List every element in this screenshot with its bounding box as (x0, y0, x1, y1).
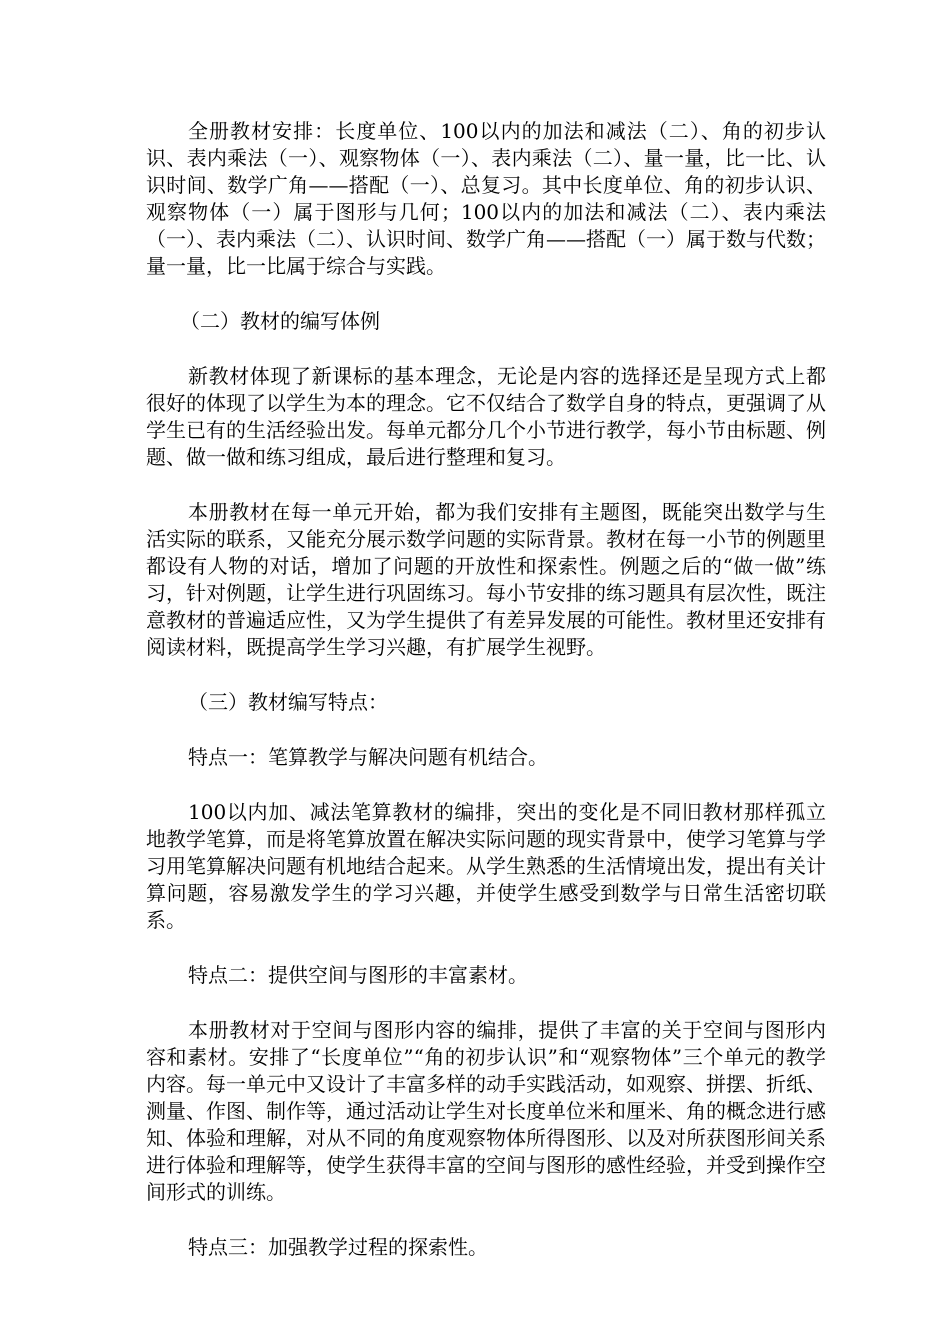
heading-compilation-features: （三）教材编写特点： (188, 690, 388, 714)
heading-feature-three: 特点三：加强教学过程的探索性。 (188, 1235, 488, 1259)
paragraph-new-textbook-concept: 新教材体现了新课标的基本理念，无论是内容的选择还是呈现方式上都很好的体现了以学生为本的理念。它不仅结合了数学自身的特点，更强调了从学生已有的生活经验出发。每单元都分几个小节进行教学，每小节由标题、例题、做一做和练习组成，最后进行整理和复习。 (146, 364, 826, 469)
heading-feature-two: 特点二：提供空间与图形的丰富素材。 (188, 963, 528, 987)
heading-compilation-style: （二）教材的编写体例 (180, 309, 380, 333)
paragraph-theme-pictures: 本册教材在每一单元开始，都为我们安排有主题图，既能突出数学与生活实际的联系，又能充分展示数学问题的实际背景。教材在每一小节的例题里都设有人物的对话，增加了问题的开放性和探索性。例题之后的“做一做”练习，针对例题，让学生进行巩固练习。每小节安排的练习题具有层次性，既注意教材的普遍适应性，又为学生提供了有差异发展的可能性。教材里还安排有阅读材料，既提高学生学习兴趣，有扩展学生视野。 (146, 500, 826, 659)
paragraph-curriculum-arrangement: 全册教材安排：长度单位、100以内的加法和减法（二）、角的初步认识、表内乘法（一）、观察物体（一）、表内乘法（二）、量一量，比一比、认识时间、数学广角——搭配（一）、总复习。其中长度单位、角的初步认识、观察物体（一）属于图形与几何；100以内的加法和减法（二）、表内乘法（一）、表内乘法（二）、认识时间、数学广角——搭配（一）属于数与代数；量一量，比一比属于综合与实践。 (146, 119, 826, 278)
document-page (146, 118, 826, 1261)
paragraph-space-and-shapes: 本册教材对于空间与图形内容的编排，提供了丰富的关于空间与图形内容和素材。安排了“长度单位”“角的初步认识”和“观察物体”三个单元的教学内容。每一单元中又设计了丰富多样的动手实践活动，如观察、拼摆、折纸、测量、作图、制作等，通过活动让学生对长度单位米和厘米、角的概念进行感知、体验和理解，对从不同的角度观察物体所得图形、以及对所获图形间关系进行体验和理解等，使学生获得丰富的空间与图形的感性经验，并受到操作空间形式的训练。 (146, 1018, 826, 1204)
heading-feature-one: 特点一：笔算教学与解决问题有机结合。 (188, 745, 548, 769)
paragraph-written-calculation: 100以内加、减法笔算教材的编排，突出的变化是不同旧教材那样孤立地教学笔算，而是将笔算放置在解决实际问题的现实背景中，使学习笔算与学习用笔算解决问题有机地结合起来。从学生熟悉的生活情境出发，提出有关计算问题，容易激发学生的学习兴趣，并使学生感受到数学与日常生活密切联系。 (146, 800, 826, 932)
